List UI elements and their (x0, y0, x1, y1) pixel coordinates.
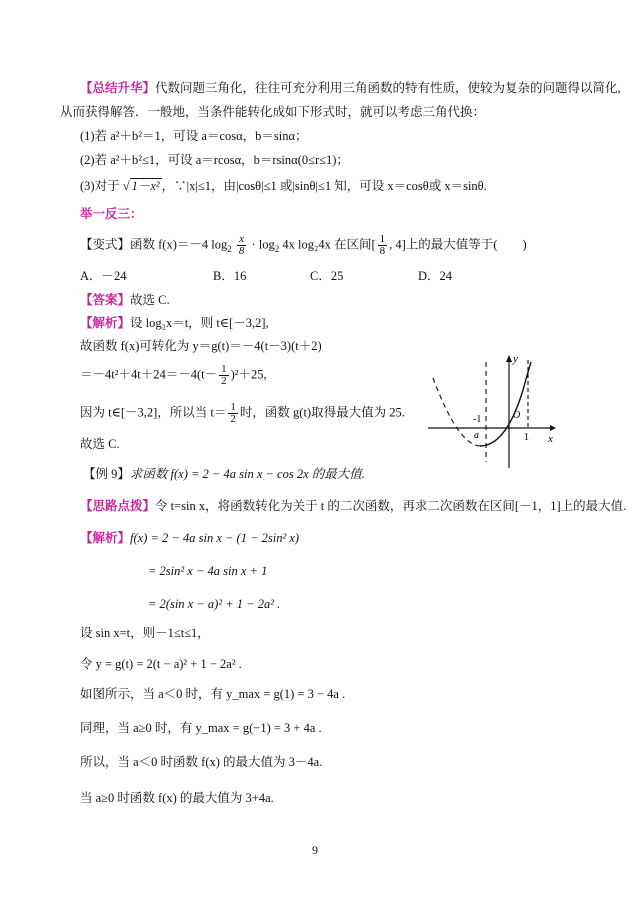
log-base-2: 2 (274, 243, 280, 254)
analysis1-line-4 (80, 402, 405, 425)
tick-one: 1 (524, 432, 529, 443)
parabola-graph (428, 350, 558, 470)
hint-line (80, 498, 626, 514)
analysis2-line-3: = 2(sin x − a)² + 1 − 2a² . (148, 597, 281, 611)
analysis2-l1: f(x) = 2 − 4a sin x − (1 − 2sin² x) (130, 531, 300, 545)
summary-item-2: (2)若 a²＋b²≤1，可设 a＝rcosα，b＝rsinα(0≤r≤1)； (80, 153, 349, 167)
option-d: D．24 (418, 269, 453, 283)
hint-tag: 【思路点拨】 (80, 499, 156, 513)
origin-label: O (513, 410, 521, 421)
summary-line-1 (80, 80, 621, 96)
analysis1-line-3 (80, 364, 267, 387)
example9-tag: 【例 9】 (83, 467, 130, 481)
example9-text: 求函数 f(x) = 2 − 4a sin x − cos 2x 的最大值. (129, 467, 365, 481)
answer-text: 故选 C. (130, 293, 170, 307)
variant-mid: · log (251, 237, 275, 252)
juyi-heading: 举一反三： (80, 207, 143, 221)
fraction-x-over-8: $\frac{x}{8}$ (238, 233, 245, 257)
analysis2-line-2: = 2sin² x − 4a sin x + 1 (148, 564, 268, 578)
summary-text-1: 代数问题三角化，往往可充分利用三角函数的特有性质，使较为复杂的问题得以简化, (155, 81, 621, 95)
analysis1-line-1 (80, 315, 269, 331)
summary-item-1: (1)若 a²＋b²＝1，可设 a＝cosα，b＝sinα； (80, 129, 308, 143)
analysis2-line-8: 所以，当 a＜0 时函数 f(x) 的最大值为 3－4a. (80, 755, 323, 769)
analysis2-line-4: 设 sin x=t，则－1≤t≤1， (80, 626, 210, 640)
example9-line (83, 466, 365, 482)
answer-tag: 【答案】 (80, 293, 131, 307)
hint-text: 令 t=sin x，将函数转化为关于 t 的二次函数，再求二次函数在区间[－1，1]上的最大值. (155, 499, 627, 513)
variant-pre: 函数 f(x)＝－4 log (130, 237, 228, 252)
analysis2-line-1 (80, 530, 299, 546)
y-axis-label: y (513, 353, 518, 365)
sqrt-expression: 1－x² (131, 179, 160, 193)
analysis2-line-9: 当 a≥0 时函数 f(x) 的最大值为 3+4a. (80, 791, 274, 805)
analysis2-line-7: 同理，当 a≥0 时，有 y_max = g(−1) = 3 + 4a . (80, 721, 322, 735)
analysis1-l3-pre: ＝－4t²＋4t＋24＝－4(t－ (80, 367, 218, 382)
variant-tag: 【变式】 (80, 237, 131, 252)
summary-tag: 【总结升华】 (80, 81, 156, 95)
analysis1-l4-pre: 因为 t∈[－3,2]，所以当 t＝ (80, 405, 227, 420)
page-number: 9 (312, 843, 318, 857)
option-c: C．25 (310, 269, 344, 283)
analysis1-l3-post: )²＋25, (230, 367, 267, 382)
fraction-1-over-2-b: $\frac{1}{2}$ (230, 401, 236, 425)
answer-line (80, 292, 170, 308)
analysis2-line-6: 如图所示，当 a＜0 时，有 y_max = g(1) = 3 − 4a . (80, 687, 346, 701)
sqrt-symbol: √ (122, 179, 130, 193)
tick-neg-one: -1 (473, 414, 482, 425)
summary-item-3 (80, 178, 487, 194)
summary-item-3-pre: (3)对于 (80, 179, 120, 193)
analysis1-line-5: 故选 C. (80, 437, 120, 451)
x-axis-label: x (548, 433, 553, 445)
option-b: B．16 (213, 269, 247, 283)
analysis2-tag: 【解析】 (80, 531, 131, 545)
log-base: 2 (227, 243, 232, 254)
variant-post: , 4]上的最大值等于( ) (389, 237, 527, 252)
vertex-a-label: a (474, 430, 479, 441)
analysis1-l4-post: 时，函数 g(t)取得最大值为 25. (239, 405, 405, 420)
analysis2-line-5: 令 y = g(t) = 2(t − a)² + 1 − 2a² . (80, 657, 242, 671)
analysis1-l1: 设 log₂x＝t，则 t∈[－3,2], (130, 316, 269, 330)
summary-line-2: 从而获得解答．一般地，当条件能转化成如下形式时，就可以考虑三角代换： (60, 105, 486, 119)
fraction-1-over-2: $\frac{1}{2}$ (221, 363, 227, 387)
variant-problem (80, 234, 527, 257)
summary-item-3-post: ，∵|x|≤1，由|cosθ|≤1 或|sinθ|≤1 知，可设 x＝cosθ或 x＝sinθ. (161, 179, 487, 193)
fraction-1-over-8: $\frac{1}{8}$ (379, 233, 386, 257)
analysis1-tag: 【解析】 (80, 316, 131, 330)
option-a: A．－24 (80, 269, 127, 283)
analysis1-line-2: 故函数 f(x)可转化为 y＝g(t)＝－4(t－3)(t＋2) (80, 339, 322, 353)
variant-mid2: 4x log₂4x 在区间[ (282, 237, 376, 252)
